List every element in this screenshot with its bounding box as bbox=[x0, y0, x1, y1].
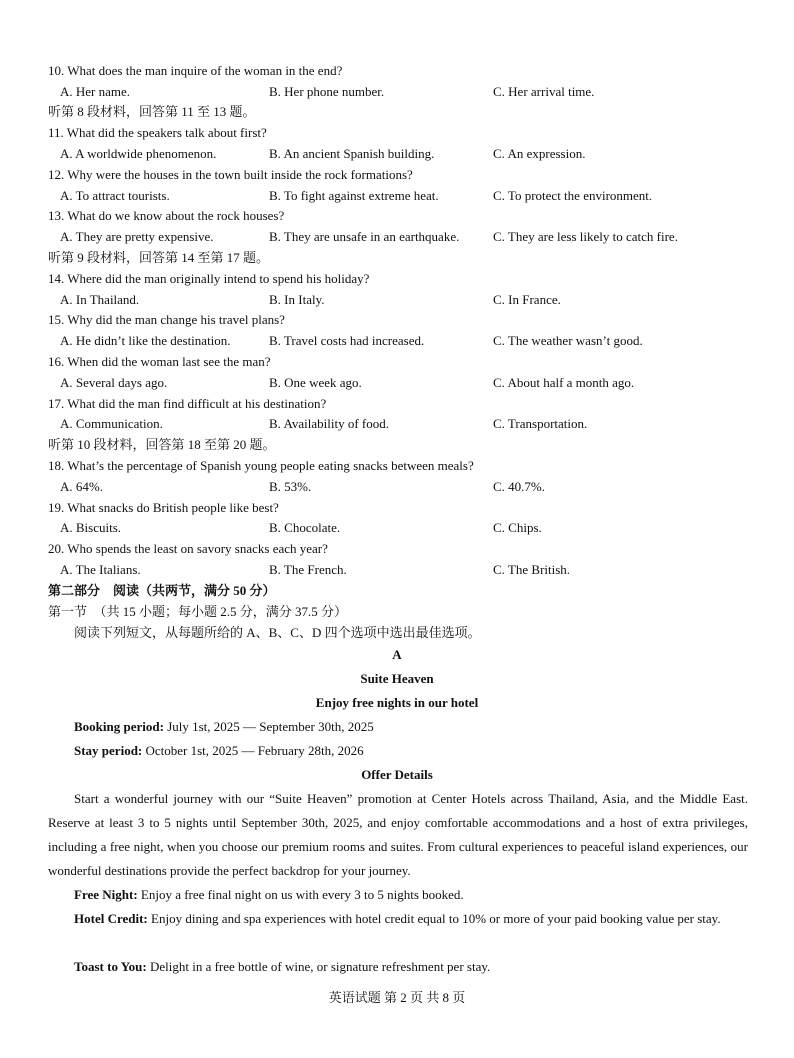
option-a: A. A worldwide phenomenon. bbox=[60, 146, 217, 161]
offer-heading: Offer Details bbox=[361, 767, 433, 782]
question-19: 19. What snacks do British people like best? bbox=[48, 500, 279, 515]
section-instruction: 听第 8 段材料，回答第 11 至 13 题。 bbox=[48, 104, 256, 119]
option-a: A. They are pretty expensive. bbox=[60, 229, 214, 244]
option-c: C. They are less likely to catch fire. bbox=[493, 229, 678, 244]
question-16: 16. When did the woman last see the man? bbox=[48, 354, 271, 369]
option-b: B. Chocolate. bbox=[269, 520, 341, 535]
toast-label: Toast to You: bbox=[74, 959, 147, 974]
option-b: B. 53%. bbox=[269, 479, 312, 494]
passage-letter: A bbox=[392, 647, 402, 662]
option-a: A. He didn’t like the destination. bbox=[60, 333, 231, 348]
option-b: B. To fight against extreme heat. bbox=[269, 188, 439, 203]
option-b: B. The French. bbox=[269, 562, 347, 577]
question-10: 10. What does the man inquire of the woman in the end? bbox=[48, 63, 343, 78]
offer-paragraph: Start a wonderful journey with our “Suite Heaven” promotion at Center Hotels across Thailand, Asia, and the Middle East. Reserve at least 3 to 5 nights until September 30th, 2025, and enjoy comfortable accommodations and a host of extra privileges, including a free night, when you choose our premium rooms and suites. From cultural experiences to peaceful island experiences, our wonderful destinations provide the perfect backdrop for your journey. bbox=[48, 791, 748, 878]
passage-title: Suite Heaven bbox=[360, 671, 434, 686]
question-18: 18. What’s the percentage of Spanish young people eating snacks between meals? bbox=[48, 458, 474, 473]
option-b: B. An ancient Spanish building. bbox=[269, 146, 435, 161]
option-c: C. The British. bbox=[493, 562, 571, 577]
toast-line bbox=[74, 959, 490, 975]
hotel-credit-line bbox=[48, 907, 748, 931]
stay-value: October 1st, 2025 — February 28th, 2026 bbox=[142, 743, 364, 758]
hotel-credit-label: Hotel Credit: bbox=[74, 911, 148, 926]
free-night-line bbox=[74, 887, 464, 903]
option-b: B. Travel costs had increased. bbox=[269, 333, 425, 348]
option-b: B. In Italy. bbox=[269, 292, 325, 307]
booking-label: Booking period: bbox=[74, 719, 164, 734]
option-c: C. Chips. bbox=[493, 520, 542, 535]
option-a: A. The Italians. bbox=[60, 562, 141, 577]
booking-period bbox=[74, 719, 374, 735]
question-17: 17. What did the man find difficult at his destination? bbox=[48, 396, 327, 411]
option-c: C. The weather wasn’t good. bbox=[493, 333, 643, 348]
question-14: 14. Where did the man originally intend to spend his holiday? bbox=[48, 271, 370, 286]
option-c: C. In France. bbox=[493, 292, 561, 307]
option-b: B. They are unsafe in an earthquake. bbox=[269, 229, 460, 244]
passage-subtitle: Enjoy free nights in our hotel bbox=[315, 695, 479, 710]
toast-text: Delight in a free bottle of wine, or signature refreshment per stay. bbox=[146, 959, 491, 974]
section-instruction: 听第 9 段材料，回答第 14 至第 17 题。 bbox=[48, 250, 270, 265]
page-footer: 英语试题 第 2 页 共 8 页 bbox=[328, 990, 466, 1005]
option-c: C. 40.7%. bbox=[493, 479, 545, 494]
option-c: C. To protect the environment. bbox=[493, 188, 653, 203]
question-20: 20. Who spends the least on savory snacks each year? bbox=[48, 541, 328, 556]
reading-instruction: 阅读下列短文，从每题所给的 A、B、C、D 四个选项中选出最佳选项。 bbox=[74, 625, 481, 640]
hotel-credit-text: Enjoy dining and spa experiences with hotel credit equal to 10% or more of your paid booking value per stay. bbox=[147, 911, 721, 926]
free-night-text: Enjoy a free final night on us with every 3 to 5 nights booked. bbox=[137, 887, 464, 902]
option-b: B. Availability of food. bbox=[269, 416, 389, 431]
question-13: 13. What do we know about the rock houses? bbox=[48, 208, 285, 223]
stay-period bbox=[74, 743, 364, 759]
option-c: C. About half a month ago. bbox=[493, 375, 635, 390]
part2-title: 第二部分 阅读（共两节，满分 50 分） bbox=[48, 583, 276, 598]
option-a: A. Her name. bbox=[60, 84, 131, 99]
option-c: C. Transportation. bbox=[493, 416, 588, 431]
option-a: A. Several days ago. bbox=[60, 375, 168, 390]
option-a: A. To attract tourists. bbox=[60, 188, 170, 203]
section-instruction: 听第 10 段材料，回答第 18 至第 20 题。 bbox=[48, 437, 276, 452]
stay-label: Stay period: bbox=[74, 743, 143, 758]
option-a: A. In Thailand. bbox=[60, 292, 140, 307]
question-12: 12. Why were the houses in the town built inside the rock formations? bbox=[48, 167, 413, 182]
question-15: 15. Why did the man change his travel plans? bbox=[48, 312, 285, 327]
option-a: A. Biscuits. bbox=[60, 520, 122, 535]
option-b: B. One week ago. bbox=[269, 375, 362, 390]
option-a: A. 64%. bbox=[60, 479, 103, 494]
section1-heading: 第一节 （共 15 小题；每小题 2.5 分，满分 37.5 分） bbox=[48, 604, 348, 619]
option-a: A. Communication. bbox=[60, 416, 163, 431]
question-11: 11. What did the speakers talk about first? bbox=[48, 125, 267, 140]
option-c: C. An expression. bbox=[493, 146, 586, 161]
booking-value: July 1st, 2025 — September 30th, 2025 bbox=[163, 719, 374, 734]
option-b: B. Her phone number. bbox=[269, 84, 385, 99]
option-c: C. Her arrival time. bbox=[493, 84, 595, 99]
free-night-label: Free Night: bbox=[74, 887, 138, 902]
